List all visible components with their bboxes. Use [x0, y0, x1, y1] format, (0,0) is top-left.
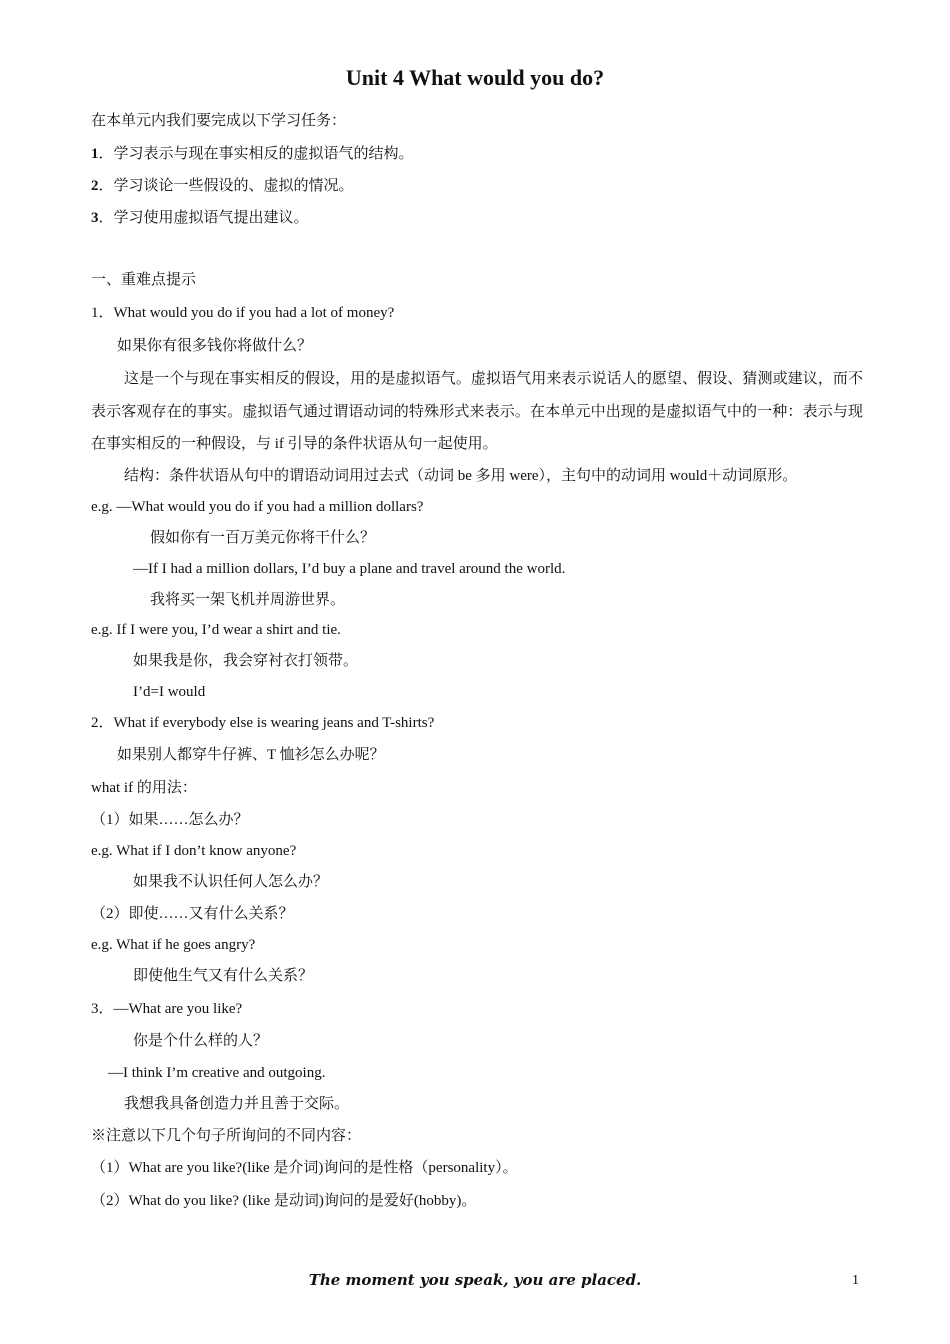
point3-question-translation: 你是个什么样的人？ — [133, 1033, 269, 1049]
point1-translation: 如果你有很多钱你将做什么？ — [117, 338, 313, 354]
document-title: Unit 4 What would you do? — [345, 65, 605, 90]
example-sentence: e.g. What if I don’t know anyone? — [91, 843, 297, 859]
task-text: 学习表示与现在事实相反的虚拟语气的结构。 — [113, 146, 414, 162]
point1-explanation: 这是一个与现在事实相反的假设，用的是虚拟语气。虚拟语气用来表示说话人的愿望、假设、猜测或建议，而不表示客观存在的事实。虚拟语气通过谓语动词的特殊形式来表示。在本单元中出现的是虚拟语气中的一种：表示与现在事实相反的一种假设，与 if 引导的条件状语从句一起使用。 — [91, 371, 863, 452]
point3-answer-translation: 我想我具备创造力并且善于交际。 — [124, 1096, 350, 1112]
usage-sense: （2）即使……又有什么关系？ — [91, 906, 294, 922]
intro-lead: 在本单元内我们要完成以下学习任务： — [91, 113, 347, 129]
usage-sense: （1）如果……怎么办？ — [91, 812, 249, 828]
attention-note: ※注意以下几个句子所询问的不同内容： — [91, 1128, 362, 1144]
section-heading: 一、重难点提示 — [91, 272, 197, 288]
task-text: 学习使用虚拟语气提出建议。 — [113, 210, 309, 226]
example-translation: 如果我是你，我会穿衬衣打领带。 — [133, 653, 359, 669]
contrast-item: （2）What do you like? (like 是动词)询问的是爱好(hobby)。 — [91, 1193, 477, 1209]
point1-structure: 结构：条件状语从句中的谓语动词用过去式（动词 be 多用 were），主句中的动词用 would＋动词原形。 — [124, 468, 798, 484]
example-sentence: e.g. What if he goes angry? — [91, 937, 256, 953]
point2-translation: 如果别人都穿牛仔裤、T 恤衫怎么办呢？ — [117, 747, 385, 763]
task-number: 2 — [91, 178, 99, 194]
example-question: e.g. —What would you do if you had a million dollars? — [91, 499, 424, 515]
task-item: 3．学习使用虚拟语气提出建议。 — [91, 210, 309, 226]
page-number: 1 — [852, 1273, 859, 1288]
footer-motto: The moment you speak, you are placed. — [308, 1271, 642, 1289]
task-number: 1 — [91, 146, 99, 162]
task-text: 学习谈论一些假设的、虚拟的情况。 — [113, 178, 354, 194]
example-translation: 假如你有一百万美元你将干什么？ — [150, 530, 376, 546]
example-translation: 如果我不认识任何人怎么办？ — [133, 874, 329, 890]
task-item: 2．学习谈论一些假设的、虚拟的情况。 — [91, 178, 354, 194]
point2-question: 2．What if everybody else is wearing jeans and T-shirts? — [91, 715, 435, 731]
task-number: 3 — [91, 210, 99, 226]
point1-question: 1．What would you do if you had a lot of money? — [91, 305, 395, 321]
example-translation: 即使他生气又有什么关系？ — [133, 968, 314, 984]
example-sentence: e.g. If I were you, I’d wear a shirt and tie. — [91, 622, 341, 638]
contraction-note: I’d=I would — [133, 684, 206, 700]
example-translation: 我将买一架飞机并周游世界。 — [150, 592, 346, 608]
point3-question: 3．—What are you like? — [91, 1001, 243, 1017]
what-if-usage-heading: what if 的用法： — [91, 780, 197, 796]
task-item: 1．学习表示与现在事实相反的虚拟语气的结构。 — [91, 146, 414, 162]
example-answer: —If I had a million dollars, I’d buy a plane and travel around the world. — [133, 561, 566, 577]
point3-answer: —I think I’m creative and outgoing. — [108, 1065, 326, 1081]
contrast-item: （1）What are you like?(like 是介词)询问的是性格（personality）。 — [91, 1160, 518, 1176]
